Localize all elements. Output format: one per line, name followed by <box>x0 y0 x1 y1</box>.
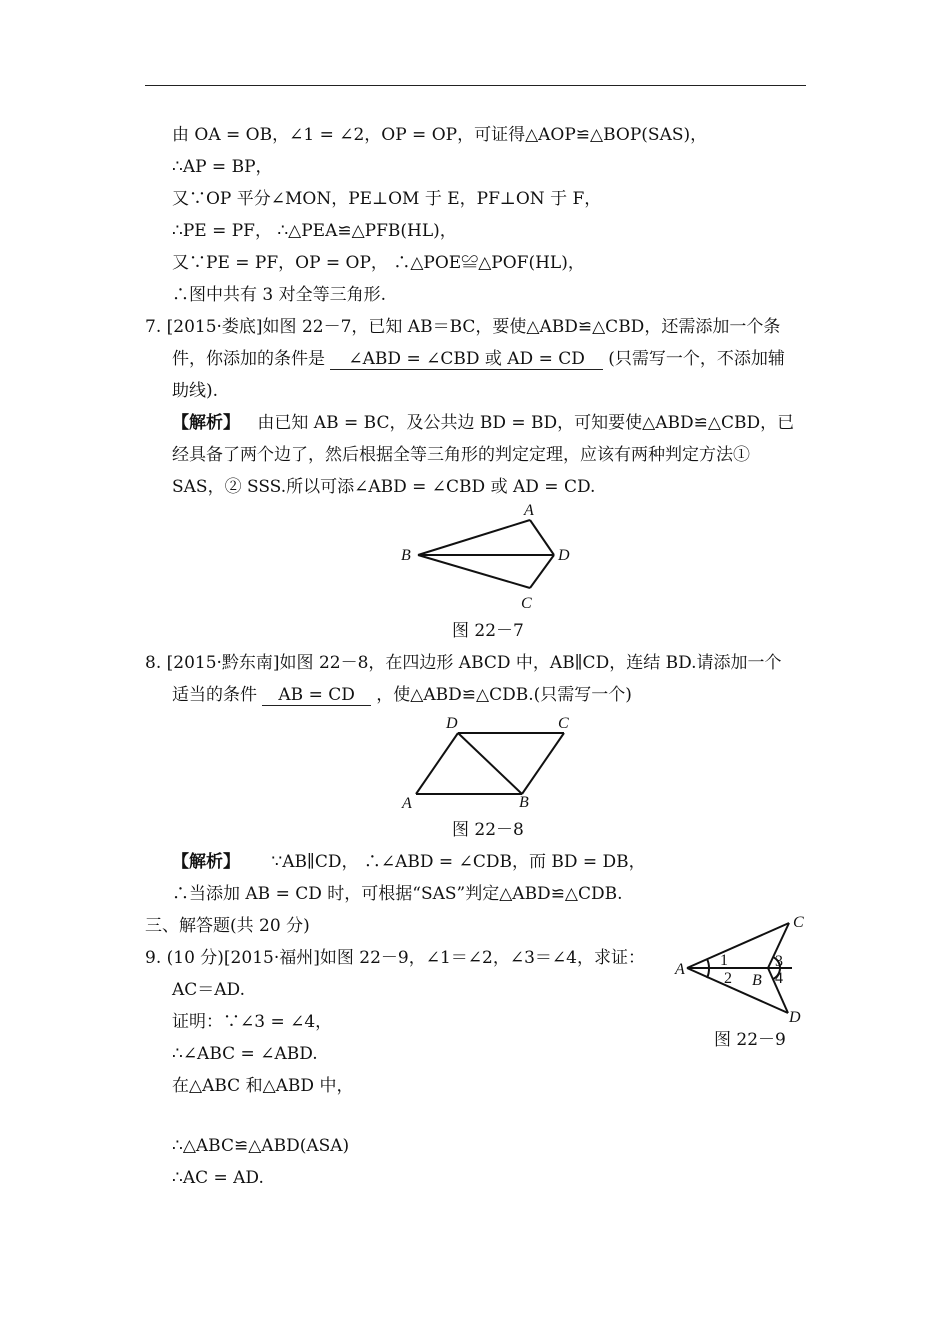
q9-line-2: AC＝AD. <box>172 980 245 1000</box>
q9-proof-1: 证明：∵∠3 = ∠4， <box>172 1012 333 1032</box>
q9-proof-4: ∴△ABC≌△ABD(ASA) <box>172 1136 350 1156</box>
q7-answer: ∠ABD = ∠CBD 或 AD = CD <box>330 349 602 370</box>
fig9-label-1: 1 <box>720 952 728 969</box>
figure-22-7-caption: 图 22－7 <box>452 621 524 641</box>
fig9-angle-arc-1 <box>707 959 709 968</box>
fig7-label-a: A <box>524 502 534 519</box>
q7-analysis-text-1: 由已知 AB = BC，及公共边 BD = BD，可知要使△ABD≌△CBD，已 <box>257 413 795 433</box>
figure-22-9-caption: 图 22－9 <box>714 1030 786 1050</box>
figure-22-8-caption: 图 22－8 <box>452 820 524 840</box>
fig8-label-b: B <box>519 794 529 811</box>
q8-analysis-text-1: ∵AB∥CD， ∴∠ABD = ∠CDB，而 BD = DB， <box>271 852 646 872</box>
q7-line-2 <box>172 348 785 370</box>
q7-analysis-2: 经具备了两个边了，然后根据全等三角形的判定定理，应该有两种判定方法① <box>172 445 750 465</box>
figure-22-7 <box>395 498 585 616</box>
q7-line-3: 助线). <box>172 381 219 401</box>
q9-proof-3: 在△ABC 和△ABD 中， <box>172 1076 354 1096</box>
header-rule <box>145 85 806 86</box>
q7-analysis-label: 【解析】 <box>172 413 240 433</box>
q7-line-1: 7. [2015·娄底]如图 22－7，已知 AB＝BC，要使△ABD≌△CBD，还需添加一个条 <box>145 317 781 337</box>
q8-analysis-1 <box>172 851 646 873</box>
fig8-label-a: A <box>402 795 412 812</box>
q8-line-2-suffix: ，使△ABD≌△CDB.(只需写一个) <box>376 685 632 705</box>
q8-analysis-label: 【解析】 <box>172 852 240 872</box>
fig9-label-4: 4 <box>775 970 783 987</box>
fig8-label-d: D <box>446 715 458 732</box>
fig8-segment-da <box>416 733 458 794</box>
figure-22-9 <box>672 912 822 1027</box>
q9-line-1: 9. (10 分)[2015·福州]如图 22－9，∠1＝∠2，∠3＝∠4，求证： <box>145 948 645 968</box>
proof-line-4: ∴PE = PF， ∴△PEA≌△PFB(HL)， <box>172 221 457 241</box>
q8-line-1: 8. [2015·黔东南]如图 22－8，在四边形 ABCD 中，AB∥CD，连结 BD.请添加一个 <box>145 653 782 673</box>
fig9-label-2: 2 <box>724 970 732 987</box>
proof-line-6: ∴图中共有 3 对全等三角形. <box>172 285 387 305</box>
fig9-label-c: C <box>793 914 804 931</box>
fig9-label-b: B <box>752 972 762 989</box>
fig9-angle-arc-2 <box>707 968 709 978</box>
proof-line-5: 又∵PE = PF，OP = OP， ∴△POE≌△POF(HL)， <box>172 253 585 273</box>
q8-analysis-2: ∴当添加 AB = CD 时，可根据“SAS”判定△ABD≌△CDB. <box>172 884 623 904</box>
q8-line-2-prefix: 适当的条件 <box>172 685 257 705</box>
section-3-heading: 三、解答题(共 20 分) <box>145 916 310 936</box>
q8-line-2 <box>172 684 632 706</box>
q9-proof-5: ∴AC = AD. <box>172 1168 264 1188</box>
fig9-segment-ac <box>687 923 789 968</box>
fig7-segment-ad <box>530 520 554 555</box>
q7-line-2-prefix: 件，你添加的条件是 <box>172 349 325 369</box>
figure-22-8 <box>396 708 586 820</box>
fig9-label-a: A <box>675 961 685 978</box>
fig9-label-d: D <box>789 1009 801 1026</box>
q7-analysis-3: SAS，② SSS.所以可添∠ABD = ∠CBD 或 AD = CD. <box>172 477 596 497</box>
fig8-segment-bc <box>522 733 564 794</box>
fig8-label-c: C <box>558 715 569 732</box>
q7-line-2-suffix: (只需写一个，不添加辅 <box>608 349 785 369</box>
proof-line-3: 又∵OP 平分∠MON，PE⊥OM 于 E，PF⊥ON 于 F， <box>172 189 602 209</box>
fig9-segment-ad <box>687 968 788 1013</box>
fig9-label-3: 3 <box>775 953 783 970</box>
fig7-segment-bc <box>418 555 530 588</box>
fig7-label-d: D <box>558 547 570 564</box>
fig7-label-c: C <box>521 595 532 612</box>
fig8-segment-db <box>458 733 522 794</box>
q7-analysis-1 <box>172 412 794 434</box>
fig7-segment-ba <box>418 520 530 555</box>
q8-answer: AB = CD <box>262 685 370 706</box>
proof-line-2: ∴AP = BP， <box>172 157 273 177</box>
proof-line-1: 由 OA = OB，∠1 = ∠2，OP = OP，可证得△AOP≌△BOP(SAS)， <box>172 125 708 145</box>
fig7-label-b: B <box>401 547 411 564</box>
fig7-segment-cd <box>530 555 554 588</box>
q9-proof-2: ∴∠ABC = ∠ABD. <box>172 1044 318 1064</box>
